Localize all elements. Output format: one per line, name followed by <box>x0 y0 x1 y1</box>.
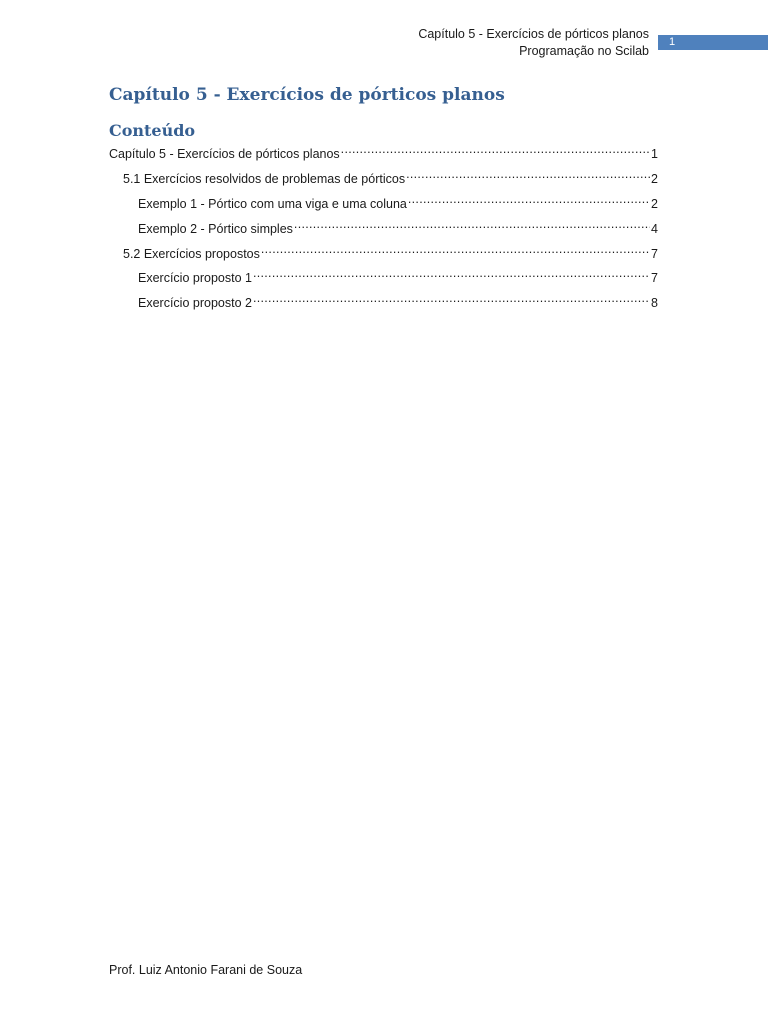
toc-entry-page: 7 <box>651 271 658 285</box>
page-number-badge <box>658 35 768 50</box>
toc-entry[interactable] <box>109 140 658 161</box>
running-header <box>418 26 649 60</box>
toc-entry-page: 2 <box>651 197 658 211</box>
toc-dot-leader <box>253 264 650 282</box>
toc-entry[interactable] <box>138 190 658 211</box>
toc-dot-leader <box>261 240 650 258</box>
footer-author: Prof. Luiz Antonio Farani de Souza <box>109 963 303 977</box>
toc-dot-leader <box>253 289 650 307</box>
toc-entry-text: Exercício proposto 1 <box>138 271 252 285</box>
toc-dot-leader <box>341 140 650 158</box>
toc-entry-text: Capítulo 5 - Exercícios de pórticos planos <box>109 147 340 161</box>
toc-entry[interactable] <box>138 289 658 310</box>
toc-entry-text: 5.1 Exercícios resolvidos de problemas de pórticos <box>123 172 406 186</box>
toc-entry-page: 4 <box>651 222 658 236</box>
toc-entry[interactable] <box>123 240 658 261</box>
toc-dot-leader <box>406 165 650 183</box>
header-subtitle: Programação no Scilab <box>519 44 649 58</box>
toc-entry-page: 2 <box>651 172 658 186</box>
page-number: 1 <box>669 36 676 48</box>
toc-entry[interactable] <box>138 264 658 285</box>
toc-entry-text: Exemplo 1 - Pórtico com uma viga e uma coluna <box>138 197 407 211</box>
toc-entry-page: 1 <box>651 147 658 161</box>
toc-entry[interactable] <box>123 165 658 186</box>
toc-dot-leader <box>294 215 650 233</box>
header-chapter: Capítulo 5 - Exercícios de pórticos planos <box>418 27 649 41</box>
toc-entry-page: 7 <box>651 247 658 261</box>
toc-heading: Conteúdo <box>109 121 196 140</box>
toc-entry-page: 8 <box>651 296 658 310</box>
chapter-title: Capítulo 5 - Exercícios de pórticos planos <box>109 85 505 105</box>
page-footer <box>109 963 302 977</box>
toc-entry-text: 5.2 Exercícios propostos <box>123 247 260 261</box>
toc-entry[interactable] <box>138 215 658 236</box>
toc-entry-text: Exemplo 2 - Pórtico simples <box>138 222 293 236</box>
toc-dot-leader <box>408 190 650 208</box>
toc-entry-text: Exercício proposto 2 <box>138 296 252 310</box>
